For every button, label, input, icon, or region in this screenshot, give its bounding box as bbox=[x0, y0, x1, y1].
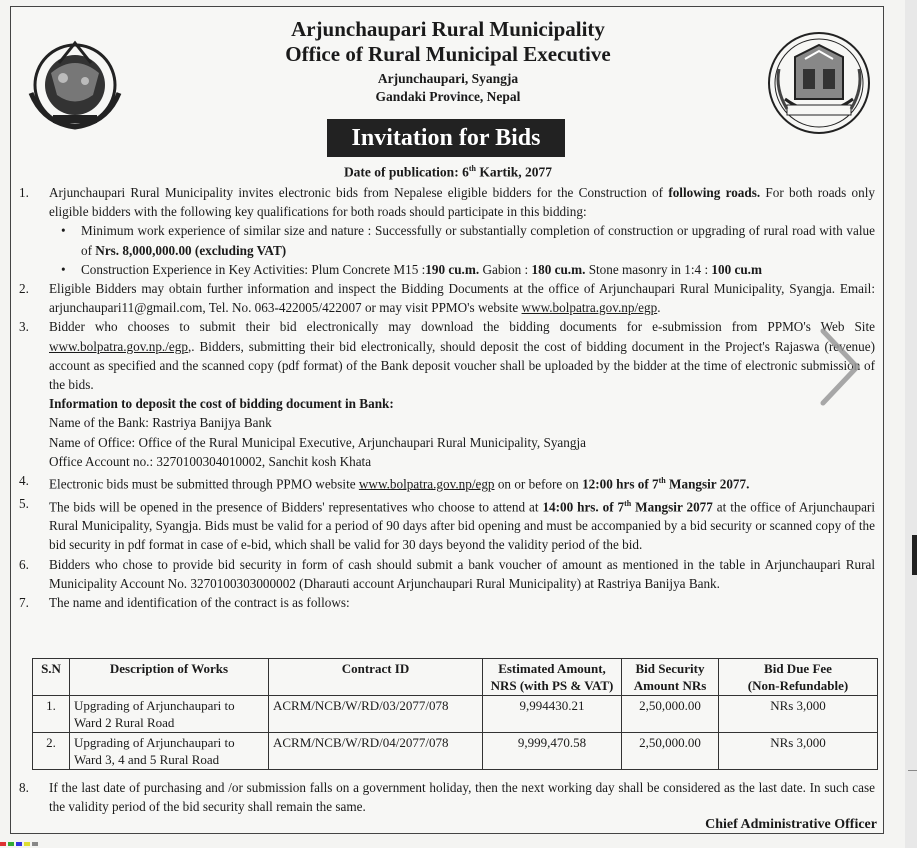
signatory: Chief Administrative Officer bbox=[705, 817, 877, 832]
letterhead bbox=[11, 17, 885, 106]
clause-8-wrapper bbox=[19, 778, 875, 816]
header-bid-security: Bid Security Amount NRs bbox=[622, 659, 719, 696]
publication-date: Date of publication: 6th Kartik, 2077 bbox=[343, 164, 553, 180]
background-line bbox=[908, 770, 917, 771]
clause-3: 3. Bidder who chooses to submit their bid electronically may download the bidding documents for e-submission from PPMO's Web Site www.bolpatra.gov.np./egp,. Bidders, submitting their bid electronically, should deposit the cost of bidding document in the Project's Rajaswa (revenue) account as specified and the scanned copy (pdf format) of the Bank deposit voucher shall be uploaded by the bidder at the time of electronic submission of the bids. bbox=[19, 319, 875, 393]
table-header-row bbox=[33, 659, 878, 696]
header-description: Description of Works bbox=[70, 659, 269, 696]
bullet-icon: • bbox=[61, 261, 66, 277]
clause-2: 2. Eligible Bidders may obtain further information and inspect the Bidding Documents at the office of Arjunchaupari Rural Municipality, Syangja. Email: arjunchaupari11@gmail.com, Tel. No. 063-422005/422007 or may visit PPMO's website www.bolpatra.gov.np/egp. bbox=[19, 281, 875, 316]
ppmo-link[interactable]: www.bolpatra.gov.np/egp bbox=[521, 300, 658, 316]
clause-7: 7. The name and identification of the contract is as follows: bbox=[19, 595, 350, 611]
clause-1: 1. Arjunchaupari Rural Municipality invites electronic bids from Nepalese eligible bidders for the Construction of following roads. For both roads only eligible bidders with the following key qualifications for both roads should participate in this bidding: bbox=[19, 185, 875, 220]
notice-body bbox=[19, 183, 875, 612]
qualification-bullet-2: • Construction Experience in Key Activities: Plum Concrete M15 :190 cu.m. Gabion : 180 cu.m. Stone masonry in 1:4 : 100 cu.m bbox=[19, 260, 875, 279]
header-bid-fee: Bid Due Fee (Non-Refundable) bbox=[719, 659, 878, 696]
header-sn: S.N bbox=[33, 659, 70, 696]
table-row: 1. Upgrading of Arjunchaupari to Ward 2 Rural Road ACRM/NCB/W/RD/03/2077/078 9,994430.21 2,50,000.00 NRs 3,000 bbox=[33, 696, 878, 733]
bank-name: Name of the Bank: Rastriya Banijya Bank bbox=[49, 415, 272, 431]
header-estimated-amount: Estimated Amount, NRS (with PS & VAT) bbox=[483, 659, 622, 696]
background-edge bbox=[905, 0, 917, 848]
municipality-name: Arjunchaupari Rural Municipality bbox=[291, 17, 605, 41]
office-name-line: Name of Office: Office of the Rural Municipal Executive, Arjunchaupari Rural Municipality, Syangja bbox=[49, 434, 586, 450]
bid-notice bbox=[10, 6, 884, 834]
chevron-right-icon[interactable] bbox=[815, 325, 865, 410]
table-row: 2. Upgrading of Arjunchaupari to Ward 3, 4 and 5 Rural Road ACRM/NCB/W/RD/04/2077/078 9,999,470.58 2,50,000.00 NRs 3,000 bbox=[33, 733, 878, 770]
ppmo-link[interactable]: www.bolpatra.gov.np/egp bbox=[358, 476, 495, 492]
clause-6: 6. Bidders who chose to provide bid security in form of cash should submit a bank voucher of amount as mentioned in the table in Arjunchaupari Rural Municipality Account No. 3270100303000002 (Dharauti account Arjunchaupari Rural Municipality) at Rastriya Banijya Bank. bbox=[19, 556, 875, 591]
clause-8: 8. If the last date of purchasing and /or submission falls on a government holiday, then the next working day shall be considered as the last date. In such case the validity period of the bid security shall remain the same. bbox=[19, 780, 875, 815]
color-strip bbox=[0, 840, 60, 848]
bullet-icon: • bbox=[61, 223, 66, 239]
account-number: Office Account no.: 3270100304010002, Sanchit kosh Khata bbox=[49, 453, 372, 469]
clause-number: 1. bbox=[19, 185, 29, 200]
clause-4: 4. Electronic bids must be submitted through PPMO website www.bolpatra.gov.np/egp on or before on 12:00 hrs of 7th Mangsir 2077. bbox=[19, 473, 750, 492]
bank-info-heading: Information to deposit the cost of bidding document in Bank: bbox=[49, 396, 394, 412]
qualification-bullet-1: • Minimum work experience of similar size and nature : Successfully or substantially completion of construction or upgrading of rural road with value of Nrs. 8,000,000.00 (excluding VAT) bbox=[61, 223, 875, 258]
address-line-1: Arjunchaupari, Syangja bbox=[377, 71, 519, 86]
background-mark bbox=[912, 535, 917, 575]
clause-5: 5. The bids will be opened in the presence of Bidders' representatives who choose to attend at 14:00 hrs. of 7th Mangsir 2077 at the office of Arjunchaupari Rural Municipality, Syangja. Bids must be valid for a period of 90 days after bid opening and must be accompanied by a bid security or scanned copy of the bid security in pdf format in case of e-bid, which shall be valid for 30 days beyond the validity period of the bid. bbox=[19, 495, 875, 553]
office-name: Office of Rural Municipal Executive bbox=[285, 42, 611, 66]
contract-table bbox=[32, 658, 878, 770]
ppmo-link[interactable]: www.bolpatra.gov.np./egp bbox=[49, 338, 188, 354]
address-line-2: Gandaki Province, Nepal bbox=[375, 89, 521, 104]
header-contract-id: Contract ID bbox=[269, 659, 483, 696]
notice-title: Invitation for Bids bbox=[327, 119, 565, 157]
